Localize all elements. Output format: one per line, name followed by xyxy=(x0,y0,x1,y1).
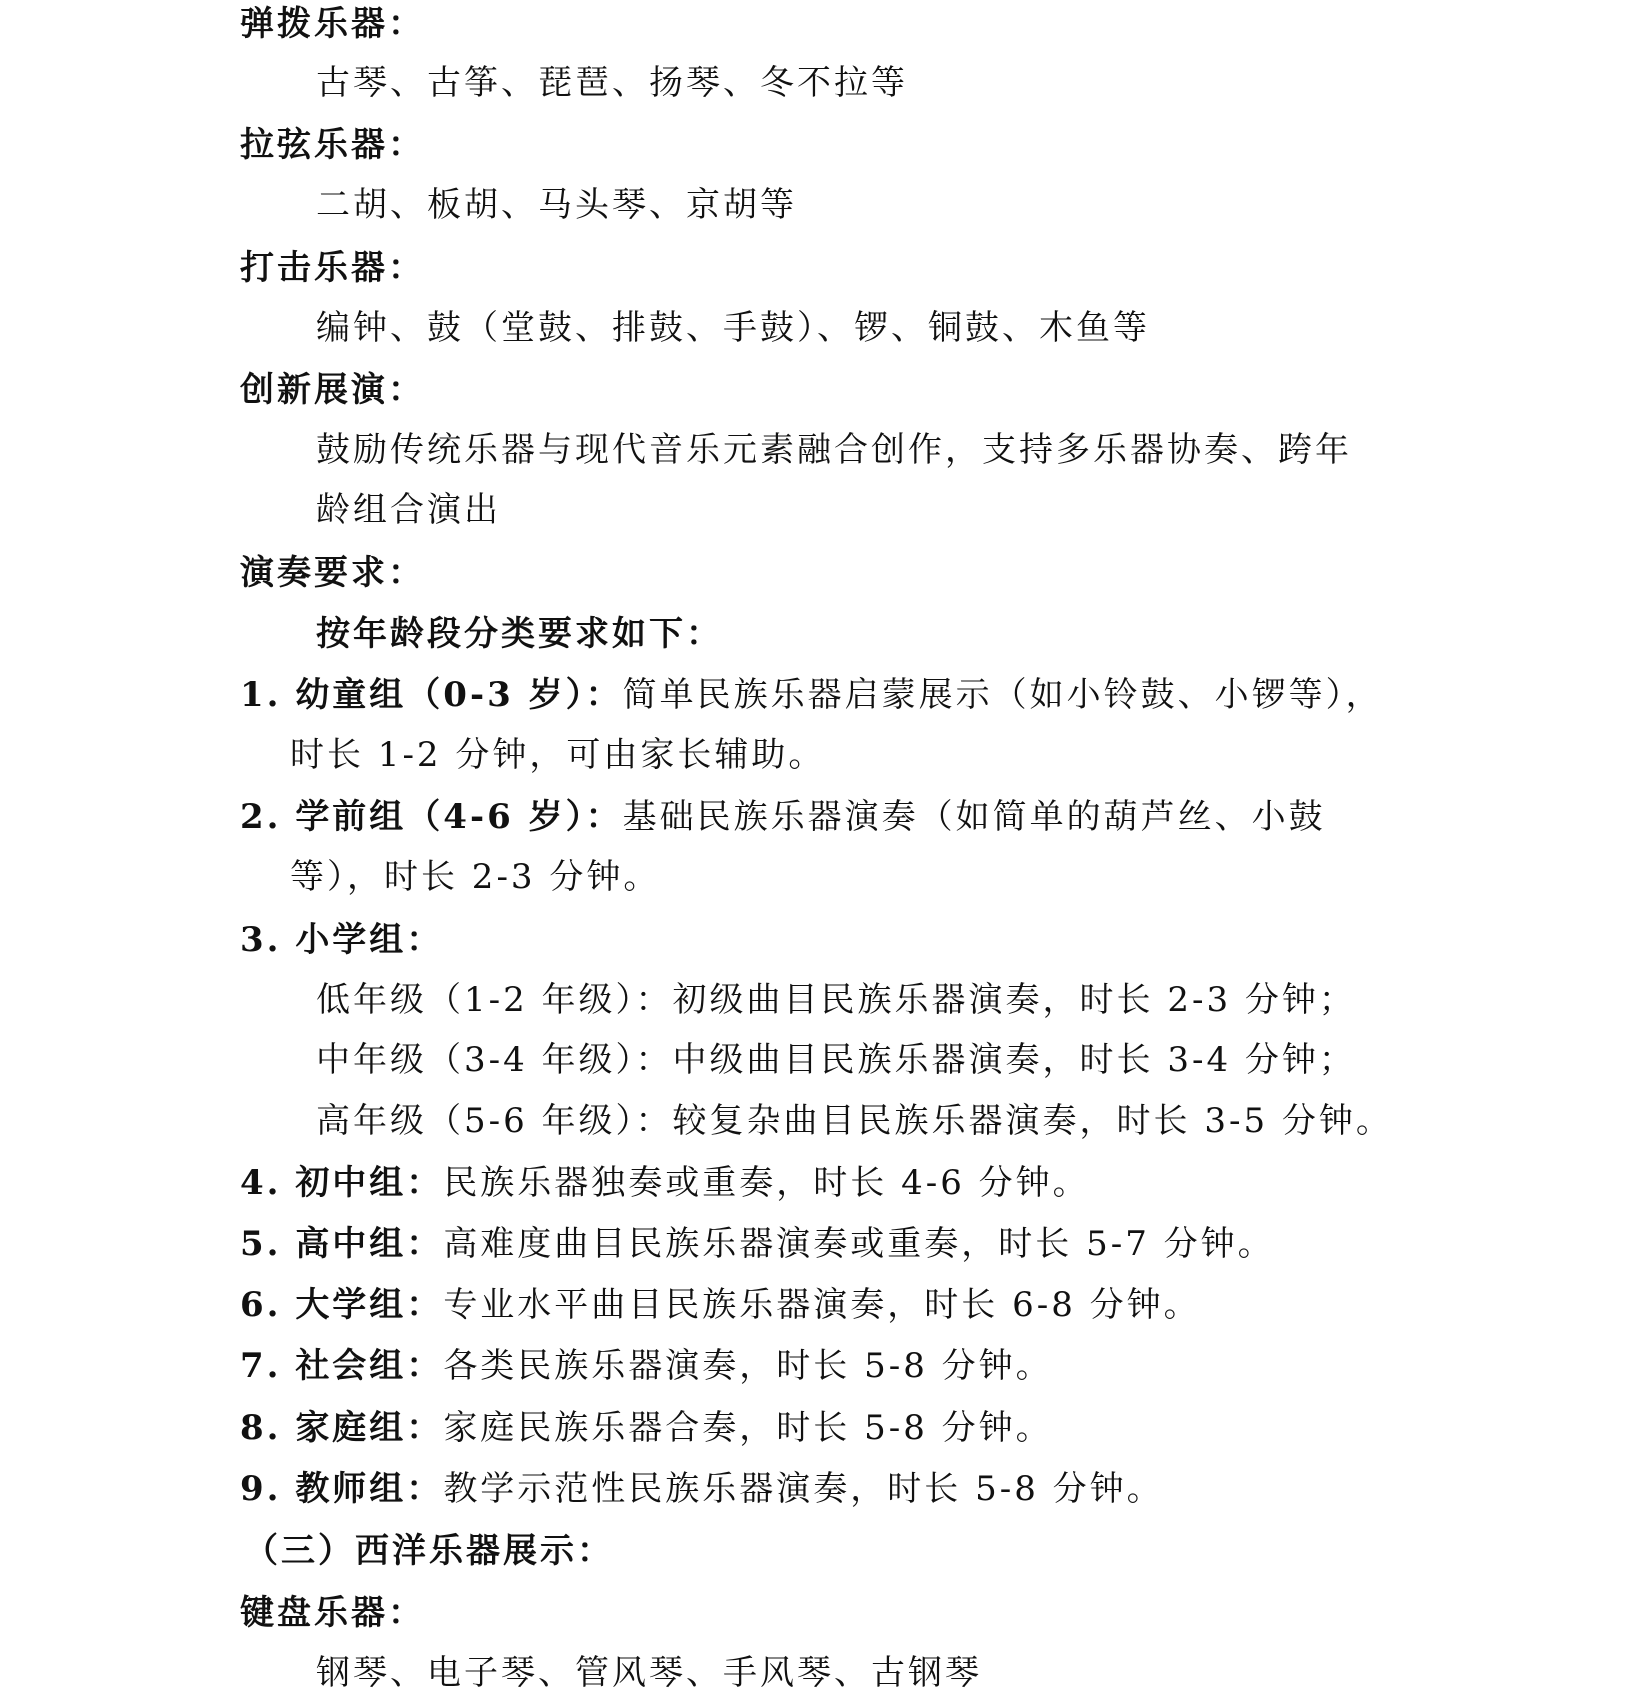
section-heading-plucked: 弹拨乐器： xyxy=(240,4,425,44)
section-body-percussion: 编钟、鼓（堂鼓、排鼓、手鼓）、锣、铜鼓、木鱼等 xyxy=(316,308,1150,348)
item-number: 4. xyxy=(240,1163,282,1203)
item-number: 6. xyxy=(240,1285,282,1325)
item-label: 高中组： xyxy=(295,1224,444,1264)
keyboard-heading: 键盘乐器： xyxy=(240,1593,425,1633)
item-text: 简单民族乐器启蒙展示（如小铃鼓、小锣等）， xyxy=(622,675,1383,715)
item-number: 8. xyxy=(240,1408,282,1448)
item-label: 小学组： xyxy=(295,920,444,960)
item-text: 高难度曲目民族乐器演奏或重奏，时长 5-7 分钟。 xyxy=(443,1224,1275,1264)
sub-item-upper-grade: 高年级（5-6 年级）：较复杂曲目民族乐器演奏，时长 3-5 分钟。 xyxy=(316,1101,1393,1141)
list-item xyxy=(240,797,1326,837)
section-body-innovation-line2: 龄组合演出 xyxy=(316,490,501,530)
item-number: 7. xyxy=(240,1346,282,1386)
item-continuation: 时长 1-2 分钟，可由家长辅助。 xyxy=(290,735,826,775)
requirements-intro: 按年龄段分类要求如下： xyxy=(316,614,723,654)
item-label: 教师组： xyxy=(295,1469,444,1509)
list-item xyxy=(240,1224,1275,1264)
item-text: 家庭民族乐器合奏，时长 5-8 分钟。 xyxy=(443,1408,1053,1448)
item-label: 社会组： xyxy=(295,1346,444,1386)
item-number: 1. xyxy=(240,675,282,715)
item-number: 5. xyxy=(240,1224,282,1264)
item-text: 基础民族乐器演奏（如简单的葫芦丝、小鼓 xyxy=(622,797,1326,837)
item-label: 家庭组： xyxy=(295,1408,444,1448)
item-continuation: 等），时长 2-3 分钟。 xyxy=(290,857,661,897)
item-number: 9. xyxy=(240,1469,282,1509)
list-item xyxy=(240,920,443,960)
item-label: 学前组（4-6 岁）： xyxy=(295,797,623,837)
item-text: 专业水平曲目民族乐器演奏，时长 6-8 分钟。 xyxy=(443,1285,1201,1325)
item-text: 民族乐器独奏或重奏，时长 4-6 分钟。 xyxy=(443,1163,1090,1203)
list-item xyxy=(240,1163,1090,1203)
section-heading-innovation: 创新展演： xyxy=(240,370,425,410)
requirements-heading: 演奏要求： xyxy=(240,553,425,593)
item-number: 2. xyxy=(240,797,282,837)
keyboard-body: 钢琴、电子琴、管风琴、手风琴、古钢琴 xyxy=(316,1653,982,1693)
list-item xyxy=(240,1408,1053,1448)
item-label: 大学组： xyxy=(295,1285,444,1325)
item-text: 各类民族乐器演奏，时长 5-8 分钟。 xyxy=(443,1346,1053,1386)
list-item xyxy=(240,1285,1201,1325)
section-heading-bowed: 拉弦乐器： xyxy=(240,125,425,165)
list-item xyxy=(240,675,1383,715)
section-body-bowed: 二胡、板胡、马头琴、京胡等 xyxy=(316,185,797,225)
list-item xyxy=(240,1346,1053,1386)
section-body-plucked: 古琴、古筝、琵琶、扬琴、冬不拉等 xyxy=(316,63,908,103)
item-label: 初中组： xyxy=(295,1163,444,1203)
western-section-title: （三）西洋乐器展示： xyxy=(244,1531,614,1571)
section-body-innovation-line1: 鼓励传统乐器与现代音乐元素融合创作，支持多乐器协奏、跨年 xyxy=(316,430,1352,470)
item-label: 幼童组（0-3 岁）： xyxy=(295,675,623,715)
item-number: 3. xyxy=(240,920,282,960)
list-item xyxy=(240,1469,1164,1509)
sub-item-middle-grade: 中年级（3-4 年级）：中级曲目民族乐器演奏，时长 3-4 分钟； xyxy=(316,1040,1356,1080)
section-heading-percussion: 打击乐器： xyxy=(240,248,425,288)
sub-item-lower-grade: 低年级（1-2 年级）：初级曲目民族乐器演奏，时长 2-3 分钟； xyxy=(316,980,1356,1020)
item-text: 教学示范性民族乐器演奏，时长 5-8 分钟。 xyxy=(443,1469,1164,1509)
